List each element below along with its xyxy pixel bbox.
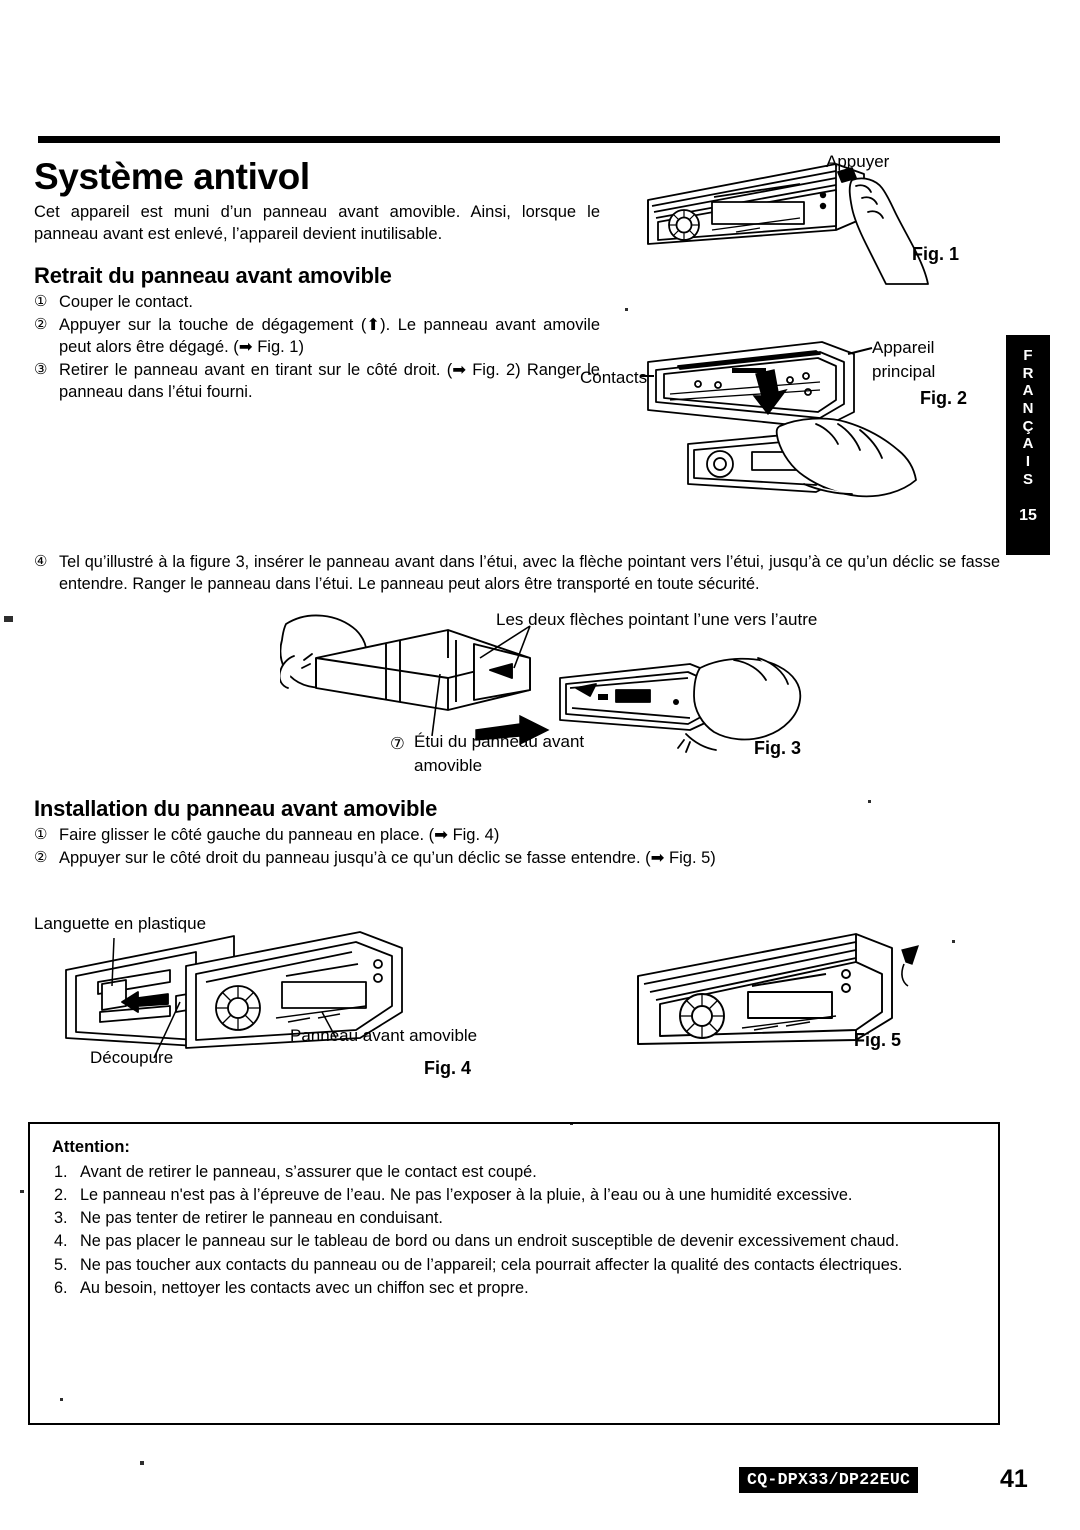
figure-3-label: Fig. 3 bbox=[754, 738, 802, 758]
step-marker: ② bbox=[34, 316, 48, 333]
scan-speck bbox=[60, 1398, 63, 1401]
item-number: 5. bbox=[54, 1255, 68, 1274]
step-marker: ① bbox=[34, 826, 48, 843]
attention-box bbox=[28, 1122, 1000, 1425]
side-tab-letter: A bbox=[1022, 435, 1034, 453]
removal-step-4 bbox=[34, 552, 1000, 595]
callout-arrows: Les deux flèches pointant l’une vers l’autre bbox=[496, 610, 818, 629]
callout-plastic-tab: Languette en plastique bbox=[34, 914, 207, 933]
scan-speck bbox=[20, 1190, 24, 1193]
left-text-column bbox=[34, 158, 600, 405]
side-tab-letter: N bbox=[1022, 400, 1034, 418]
footer-model-badge: CQ-DPX33/DP22EUC bbox=[739, 1467, 918, 1493]
figure-5 bbox=[630, 930, 960, 1070]
install-step-list bbox=[34, 825, 894, 870]
callout-cutout: Découpure bbox=[90, 1048, 174, 1067]
step-text: Couper le contact. bbox=[59, 293, 193, 312]
figure-4-label: Fig. 4 bbox=[424, 1058, 472, 1078]
callout-appuyer: Appuyer bbox=[826, 152, 890, 171]
step-marker: ④ bbox=[34, 553, 48, 570]
step-text: Tel qu’illustré à la figure 3, insérer le panneau avant dans l’étui, avec la flèche pointant vers l’étui, jusqu’à ce qu’un déclic se fasse entendre. Ranger le panneau dans l’étui. Le panneau peut alors être transporté en toute sécurité. bbox=[59, 553, 1000, 593]
step-text: Appuyer sur le côté droit du panneau jusqu’à ce qu’un déclic se fasse entendre. (➡ Fig. 5) bbox=[59, 848, 716, 867]
list-item bbox=[52, 1207, 980, 1229]
footer-page-number: 41 bbox=[1000, 1465, 1028, 1493]
step-marker: ③ bbox=[34, 360, 48, 378]
scan-speck bbox=[625, 308, 628, 311]
list-item bbox=[52, 1161, 980, 1183]
callout-contacts: Contacts bbox=[580, 368, 648, 387]
scan-speck bbox=[952, 940, 955, 943]
scan-speck bbox=[4, 616, 13, 622]
item-number: 3. bbox=[54, 1209, 68, 1228]
list-item bbox=[52, 1184, 980, 1206]
side-tab-letter: R bbox=[1022, 364, 1034, 382]
list-item bbox=[52, 1230, 980, 1252]
item-text: Au besoin, nettoyer les contacts avec un chiffon sec et propre. bbox=[80, 1278, 529, 1297]
callout-case-line1: Étui du panneau avant bbox=[414, 732, 585, 751]
scan-speck bbox=[868, 800, 871, 803]
removal-step-list bbox=[34, 292, 600, 404]
figure-3-illustration bbox=[280, 612, 980, 777]
header-rule bbox=[38, 136, 1000, 143]
figure-5-illustration bbox=[630, 930, 960, 1070]
list-item bbox=[52, 1277, 980, 1299]
side-tab-letter: Ç bbox=[1022, 417, 1034, 435]
item-text: Avant de retirer le panneau, s’assurer que le contact est coupé. bbox=[80, 1163, 537, 1181]
list-item bbox=[34, 825, 894, 847]
figure-1 bbox=[640, 152, 1000, 287]
figure-3 bbox=[280, 612, 980, 777]
list-item bbox=[34, 292, 600, 314]
attention-title: Attention: bbox=[52, 1138, 130, 1156]
callout-main-unit-line1: Appareil bbox=[872, 338, 935, 357]
step-marker: ① bbox=[34, 293, 48, 311]
figure-1-illustration bbox=[640, 152, 1000, 287]
item-number: 4. bbox=[54, 1232, 68, 1251]
step-text: Appuyer sur la touche de dégagement (⬆). Le panneau avant amovile peut alors être dégagé. (➡ Fig. 1) bbox=[59, 316, 600, 356]
side-tab-letter: F bbox=[1023, 347, 1033, 364]
side-tab-page-marker: 15 bbox=[1019, 506, 1037, 524]
attention-list bbox=[52, 1161, 980, 1299]
scan-speck bbox=[140, 1461, 144, 1465]
figure-5-label: Fig. 5 bbox=[854, 1030, 902, 1050]
figure-2-illustration bbox=[640, 340, 1000, 520]
item-number: 1. bbox=[54, 1163, 68, 1181]
callout-case-line2: amovible bbox=[414, 756, 483, 775]
step-text: Retirer le panneau avant en tirant sur le côté droit. (➡ Fig. 2) Ranger le panneau dans l’étui fourni. bbox=[59, 360, 600, 401]
side-tab-letter: I bbox=[1025, 453, 1031, 471]
item-text: Le panneau n'est pas à l’épreuve de l’eau. Ne pas l’exposer à la pluie, à l’eau ou à une humidité excessive. bbox=[80, 1186, 853, 1205]
figure-2 bbox=[580, 338, 1000, 520]
language-side-tab bbox=[1006, 335, 1050, 555]
item-text: Ne pas tenter de retirer le panneau en conduisant. bbox=[80, 1209, 443, 1228]
callout-main-unit-line2: principal bbox=[872, 362, 936, 381]
figure-2-label: Fig. 2 bbox=[920, 388, 968, 408]
list-item bbox=[34, 360, 600, 404]
callout-case-marker: ⑦ bbox=[390, 735, 405, 753]
list-item bbox=[34, 315, 600, 359]
callout-front-panel: Panneau avant amovible bbox=[290, 1026, 478, 1045]
figure-1-label: Fig. 1 bbox=[912, 244, 960, 264]
page-title: Système antivol bbox=[34, 156, 310, 197]
item-text: Ne pas toucher aux contacts du panneau ou de l’appareil; cela pourrait affecter la qualité des contacts électriques. bbox=[80, 1255, 903, 1274]
intro-paragraph: Cet appareil est muni d’un panneau avant amovible. Ainsi, lorsque le panneau avant est enlevé, l’appareil devient inutilisable. bbox=[34, 202, 600, 243]
side-tab-letter: A bbox=[1022, 382, 1034, 400]
list-item bbox=[34, 848, 894, 870]
step-marker: ② bbox=[34, 848, 48, 866]
section-heading-removal: Retrait du panneau avant amovible bbox=[34, 263, 392, 289]
item-text: Ne pas placer le panneau sur le tableau de bord ou dans un endroit susceptible de devenir excessivement chaud. bbox=[80, 1232, 900, 1251]
step-text: Faire glisser le côté gauche du panneau en place. (➡ Fig. 4) bbox=[59, 826, 500, 844]
scan-speck bbox=[570, 1122, 573, 1125]
item-number: 2. bbox=[54, 1186, 68, 1205]
side-tab-letter: S bbox=[1022, 470, 1033, 488]
figure-4 bbox=[34, 914, 560, 1080]
install-section bbox=[34, 796, 894, 871]
item-number: 6. bbox=[54, 1278, 68, 1297]
section-heading-install: Installation du panneau avant amovible bbox=[34, 796, 438, 821]
list-item bbox=[52, 1254, 980, 1276]
